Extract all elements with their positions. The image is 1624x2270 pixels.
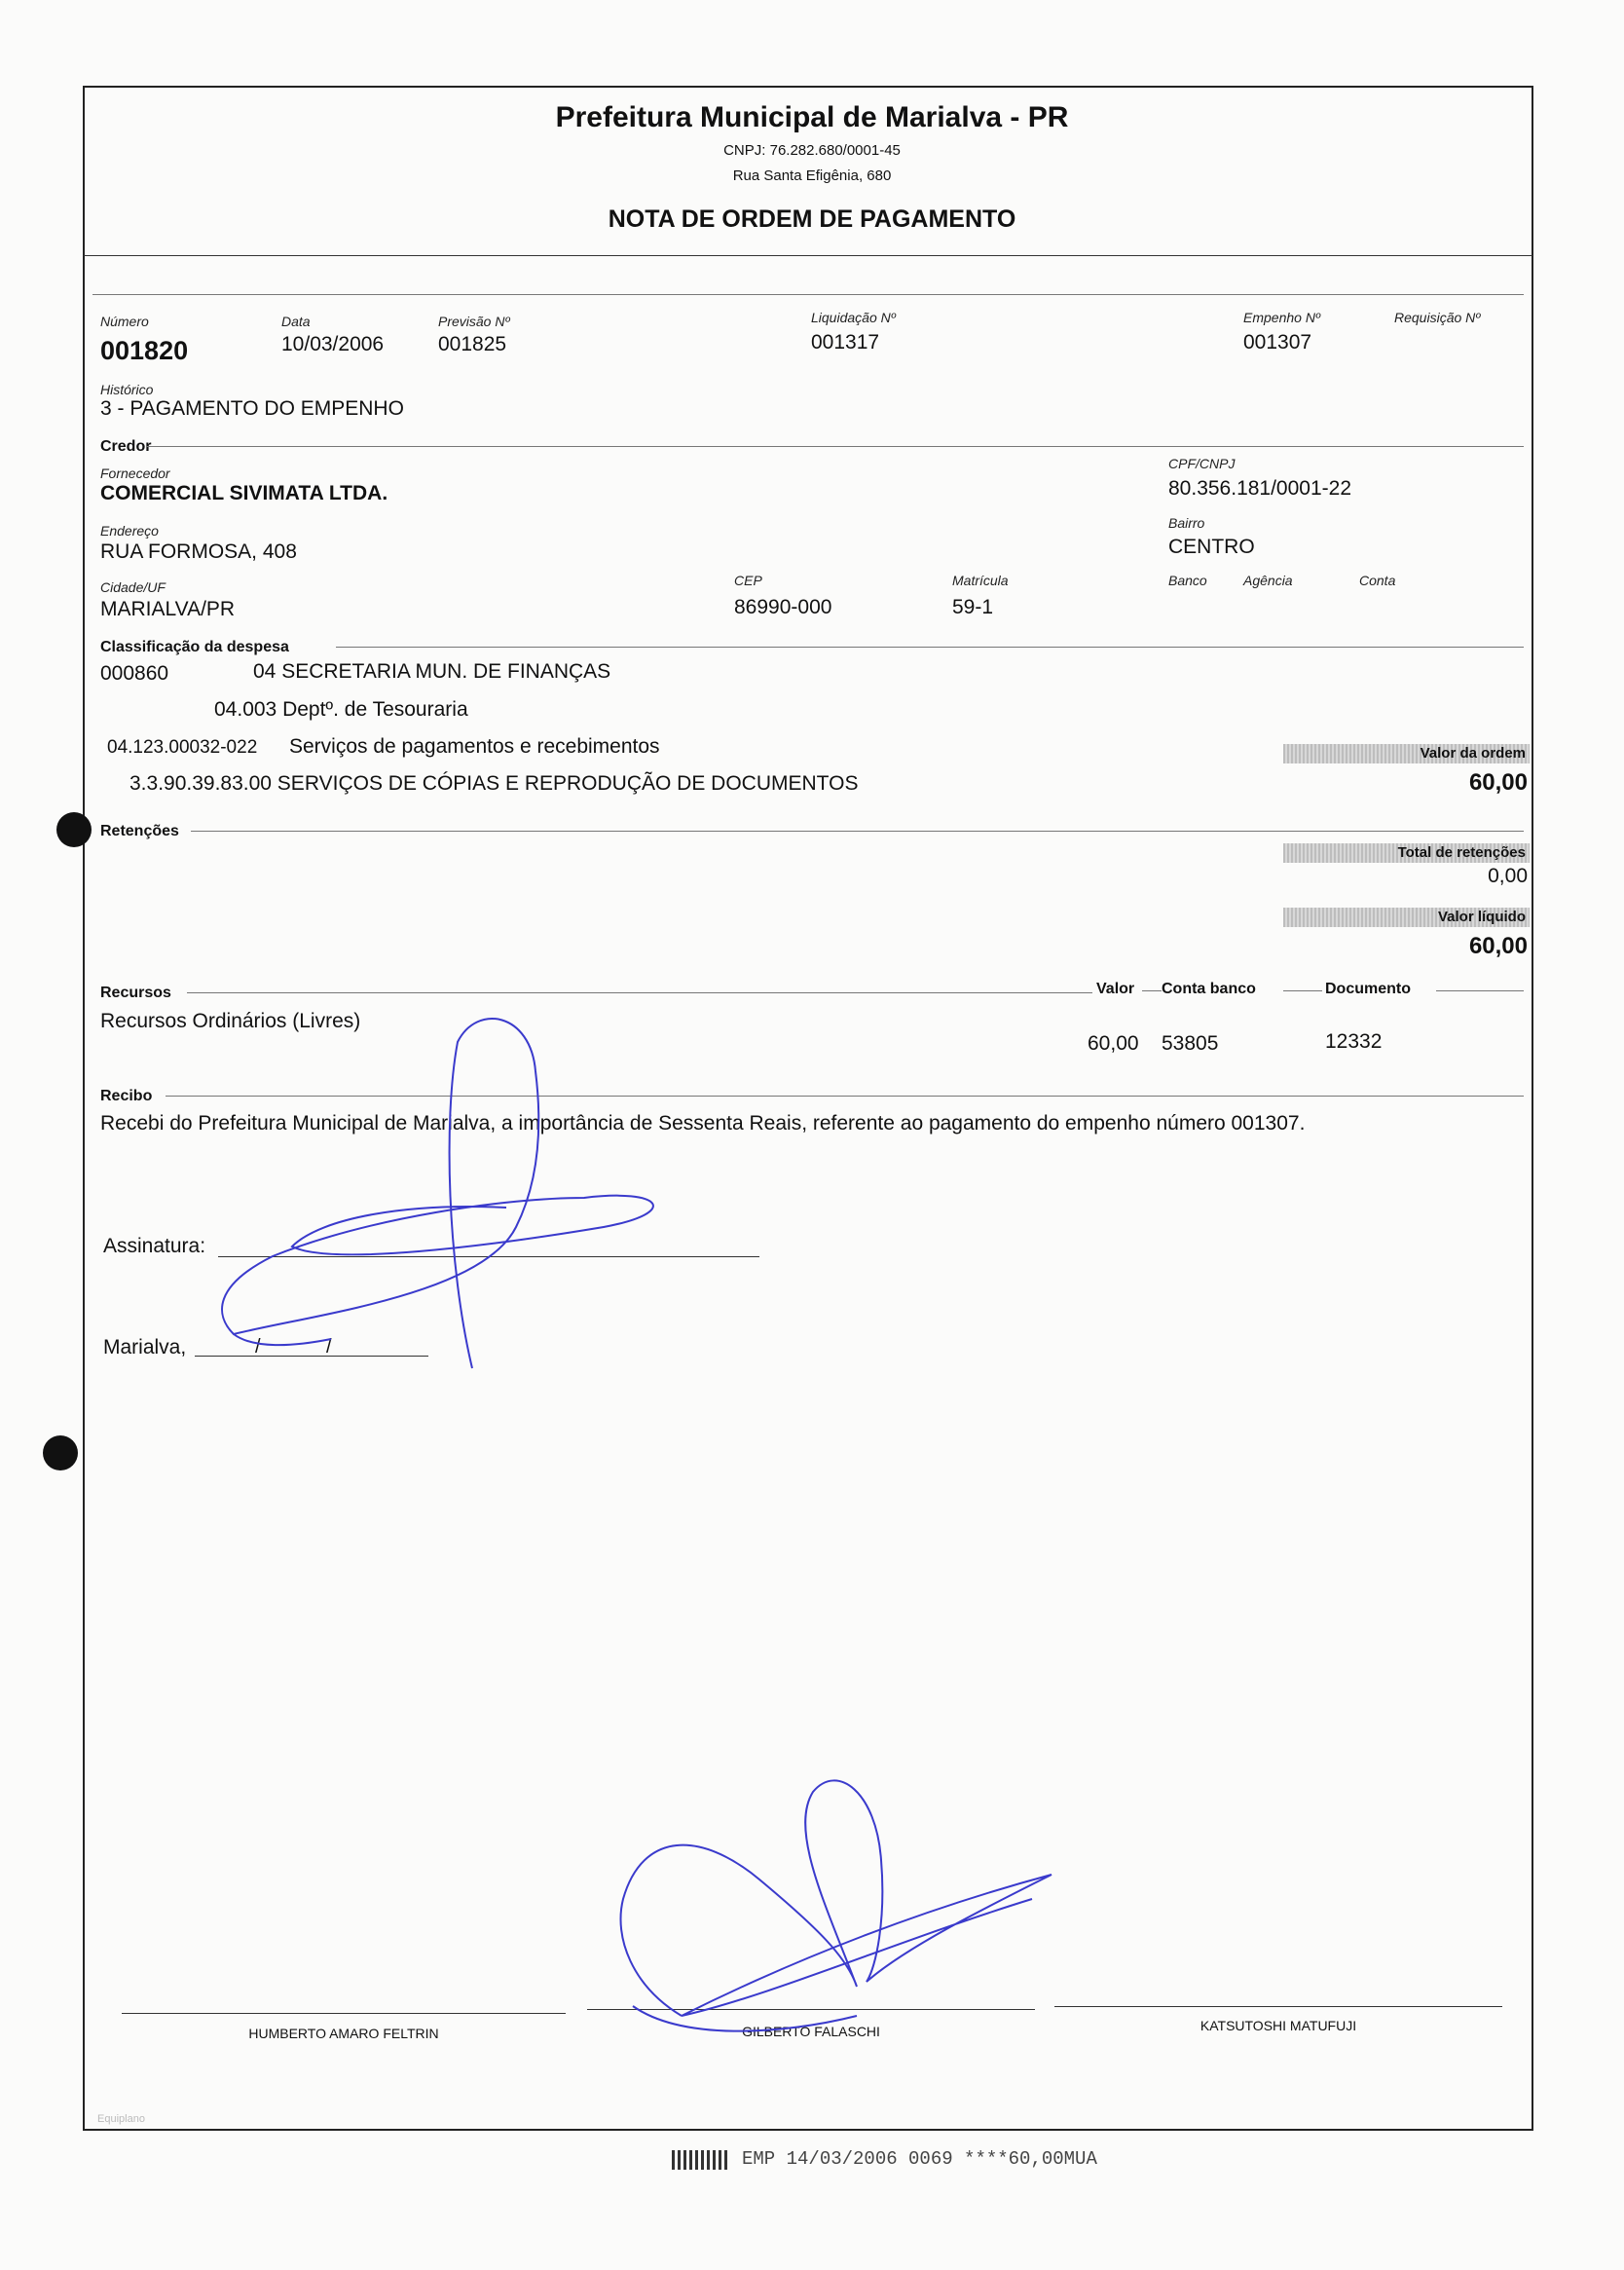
- classificacao-rule: [336, 647, 1524, 648]
- local-label: Marialva,: [103, 1336, 187, 1358]
- cnpj-text: CNPJ: 76.282.680/0001-45: [723, 142, 901, 159]
- cpf-value: 80.356.181/0001-22: [1168, 477, 1352, 500]
- fornecedor-value: COMERCIAL SIVIMATA LTDA.: [100, 482, 388, 504]
- classificacao-section-title: Classificação da despesa: [100, 639, 289, 655]
- retencoes-section-title: Retenções: [100, 823, 179, 839]
- valor-ordem-value: 60,00: [1468, 769, 1528, 796]
- signatory-line-1: [122, 2013, 566, 2014]
- footer-small-mark: Equiplano: [97, 2113, 145, 2125]
- credor-rule: [146, 446, 1524, 447]
- agencia-label: Agência: [1243, 573, 1293, 588]
- bairro-value: CENTRO: [1168, 536, 1255, 558]
- matricula-label: Matrícula: [952, 573, 1009, 588]
- cpf-label: CPF/CNPJ: [1168, 456, 1236, 471]
- signatory-name-2: GILBERTO FALASCHI: [742, 2024, 880, 2039]
- previsao-label: Previsão Nº: [438, 314, 510, 329]
- valor-liquido-value: 60,00: [1468, 933, 1528, 959]
- valor-ordem-bar: [1283, 744, 1530, 763]
- empenho-value: 001307: [1243, 331, 1312, 354]
- recibo-section-title: Recibo: [100, 1088, 153, 1104]
- bairro-label: Bairro: [1168, 515, 1205, 531]
- cep-label: CEP: [734, 573, 762, 588]
- cidade-value: MARIALVA/PR: [100, 598, 236, 620]
- address-text: Rua Santa Efigênia, 680: [732, 167, 892, 184]
- recibo-text: Recebi do Prefeitura Municipal de Marialva, a importância de Sessenta Reais, referente ao pagamento do empenho número 001307.: [100, 1112, 1306, 1135]
- credor-section-title: Credor: [100, 438, 152, 455]
- recursos-valor-label: Valor: [1096, 981, 1135, 997]
- recursos-rule-2: [1142, 990, 1162, 991]
- retencoes-rule: [191, 831, 1524, 832]
- header-divider: [84, 255, 1532, 256]
- date-slash-2: /: [326, 1336, 332, 1358]
- classificacao-unit: 04.003 Deptº. de Tesouraria: [214, 698, 468, 721]
- historico-label: Histórico: [100, 382, 154, 397]
- previsao-value: 001825: [438, 333, 507, 355]
- page-title: Prefeitura Municipal de Marialva - PR: [555, 101, 1069, 133]
- recursos-valor: 60,00: [1088, 1032, 1139, 1055]
- cidade-label: Cidade/UF: [100, 579, 166, 595]
- banco-label: Banco: [1168, 573, 1207, 588]
- binder-hole-1: [56, 812, 92, 847]
- date-line: [195, 1356, 428, 1357]
- classificacao-org: 04 SECRETARIA MUN. DE FINANÇAS: [253, 660, 611, 683]
- document-frame: [83, 86, 1533, 2131]
- classificacao-func-code: 04.123.00032-022: [107, 737, 258, 758]
- recursos-documento: 12332: [1325, 1030, 1383, 1053]
- classificacao-func-desc: Serviços de pagamentos e recebimentos: [289, 735, 660, 758]
- numero-value: 001820: [100, 336, 189, 365]
- total-retencoes-bar: [1283, 843, 1530, 863]
- stamp-logo: [672, 2150, 730, 2170]
- recursos-rule: [187, 992, 1092, 993]
- valor-liquido-label: Valor líquido: [1437, 909, 1526, 925]
- liquidacao-label: Liquidação Nº: [811, 310, 896, 325]
- signatory-line-3: [1054, 2006, 1502, 2007]
- total-retencoes-label: Total de retenções: [1397, 844, 1526, 861]
- recursos-conta: 53805: [1162, 1032, 1219, 1055]
- recursos-section-title: Recursos: [100, 985, 171, 1001]
- historico-value: 3 - PAGAMENTO DO EMPENHO: [100, 397, 404, 420]
- date-slash-1: /: [255, 1336, 261, 1358]
- endereco-value: RUA FORMOSA, 408: [100, 540, 297, 563]
- conta-label: Conta: [1359, 573, 1396, 588]
- header-divider-2: [92, 294, 1524, 295]
- recursos-conta-label: Conta banco: [1162, 981, 1256, 997]
- empenho-label: Empenho Nº: [1243, 310, 1321, 325]
- numero-label: Número: [100, 314, 149, 329]
- signatory-name-3: KATSUTOSHI MATUFUJI: [1200, 2018, 1357, 2033]
- footer-stamp: EMP 14/03/2006 0069 ****60,00MUA: [742, 2148, 1097, 2170]
- valor-liquido-bar: [1283, 908, 1530, 927]
- document-title: NOTA DE ORDEM DE PAGAMENTO: [608, 205, 1016, 233]
- assinatura-label: Assinatura:: [103, 1235, 206, 1257]
- valor-ordem-label: Valor da ordem: [1420, 745, 1526, 762]
- signatory-line-2: [587, 2009, 1035, 2010]
- cep-value: 86990-000: [734, 596, 832, 618]
- liquidacao-value: 001317: [811, 331, 880, 354]
- recursos-desc: Recursos Ordinários (Livres): [100, 1010, 361, 1032]
- endereco-label: Endereço: [100, 523, 159, 539]
- data-label: Data: [281, 314, 311, 329]
- signatory-name-1: HUMBERTO AMARO FELTRIN: [248, 2026, 439, 2041]
- recursos-rule-3: [1283, 990, 1322, 991]
- fornecedor-label: Fornecedor: [100, 465, 170, 481]
- classificacao-element: 3.3.90.39.83.00 SERVIÇOS DE CÓPIAS E REPRODUÇÃO DE DOCUMENTOS: [129, 772, 859, 795]
- binder-hole-2: [43, 1435, 78, 1470]
- total-retencoes-value: 0,00: [1488, 865, 1528, 887]
- classificacao-code: 000860: [100, 662, 169, 685]
- matricula-value: 59-1: [952, 596, 994, 618]
- recursos-rule-4: [1436, 990, 1524, 991]
- data-value: 10/03/2006: [281, 333, 385, 355]
- requisicao-label: Requisição Nº: [1394, 310, 1481, 325]
- recursos-documento-label: Documento: [1325, 981, 1411, 997]
- recibo-rule: [166, 1096, 1524, 1097]
- assinatura-line: [218, 1256, 759, 1257]
